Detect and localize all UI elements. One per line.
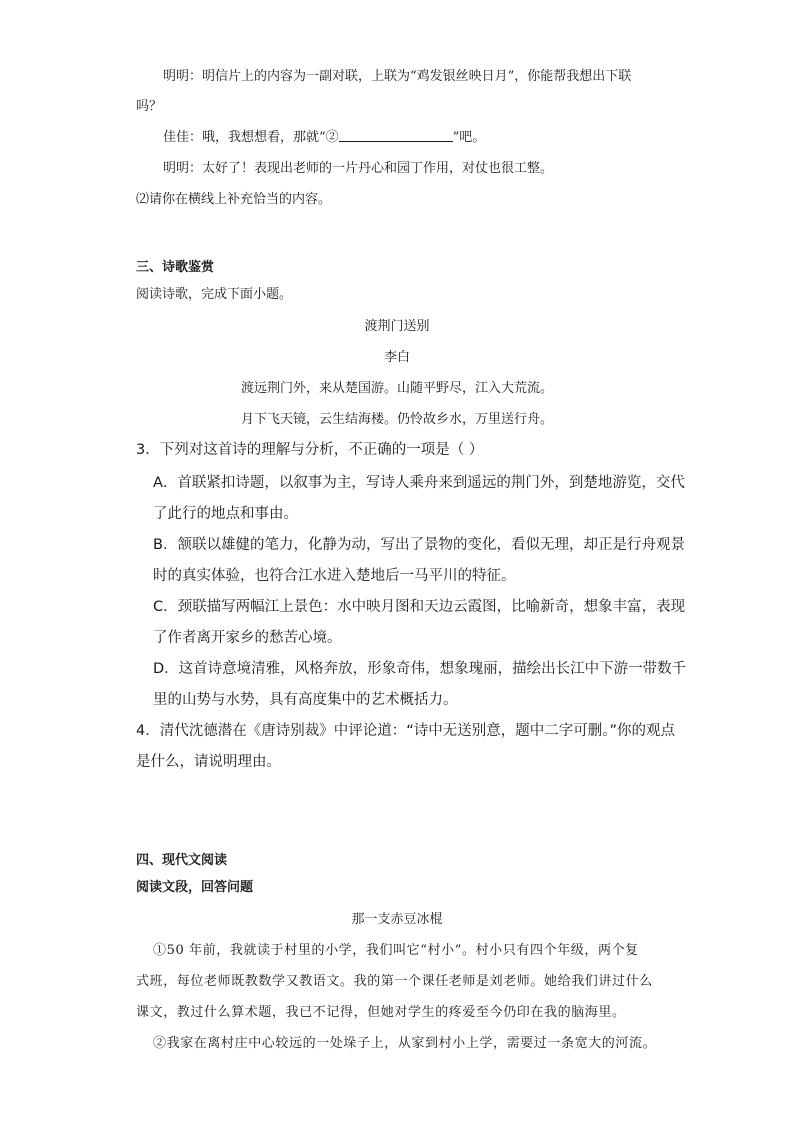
answer-blank[interactable]	[339, 129, 453, 142]
option-a-line-1: A．首联紧扣诗题，以叙事为主，写诗人乘舟来到遥远的荆门外，到楚地游览，交代	[153, 475, 685, 491]
option-d-line-2: 里的山势与水势，具有高度集中的艺术概括力。	[153, 692, 458, 708]
question-3-stem: 3．下列对这首诗的理解与分析，不正确的一项是（ ）	[136, 442, 484, 458]
article-title: 那一支赤豆冰棍	[351, 912, 443, 927]
dialogue-jiajia-prefix: 佳佳：哦，我想想看，那就“②	[163, 130, 339, 145]
section-4-heading: 四、现代文阅读	[136, 853, 228, 868]
section-3-heading: 三、诗歌鉴赏	[136, 260, 215, 275]
option-c-line-2: 了作者离开家乡的愁苦心境。	[153, 630, 342, 646]
paragraph-2-line-1: ②我家在离村庄中心较远的一处垛子上，从家到村小上学，需要过一条宽大的河流。	[153, 1036, 657, 1051]
paragraph-1-line-3: 课文，教过什么算术题，我已不记得，但她对学生的疼爱至今仍印在我的脑海里。	[136, 1005, 626, 1020]
poem-title: 渡荆门送别	[364, 319, 430, 334]
option-b-line-1: B．颔联以雄健的笔力，化静为动，写出了景物的变化，看似无理，却正是行舟观景	[153, 537, 685, 553]
paragraph-1-line-2: 式班，每位老师既教数学又教语文。我的第一个课任老师是刘老师。她给我们讲过什么	[136, 974, 653, 989]
dialogue-jiajia-suffix: ”吧。	[452, 130, 486, 145]
poem-author: 李白	[383, 350, 410, 365]
option-c-line-1: C．颈联描写两幅江上景色：水中映月图和天边云霞图，比喻新奇，想象丰富，表现	[153, 599, 686, 615]
dialogue-line-mingming-1-cont: 吗？	[136, 99, 163, 114]
question-4-line-2: 是什么，请说明理由。	[136, 754, 281, 770]
dialogue-line-mingming-1: 明明：明信片上的内容为一副对联，上联为“鸡发银丝映日月”，你能帮我想出下联	[163, 69, 632, 84]
poem-line-2: 月下飞天镜，云生结海楼。仍怜故乡水，万里送行舟。	[240, 412, 553, 427]
option-a-line-2: 了此行的地点和事由。	[153, 506, 298, 522]
dialogue-line-jiajia	[163, 129, 485, 147]
question-4-line-1: 4．清代沈德潜在《唐诗别裁》中评论道：“诗中无送别意，题中二字可删。”你的观点	[136, 723, 675, 739]
section-4-instruction: 阅读文段，回答问题	[136, 880, 254, 895]
poem-line-1: 渡远荆门外，来从楚国游。山随平野尽，江入大荒流。	[240, 381, 553, 396]
option-b-line-2: 时的真实体验，也符合江水进入楚地后一马平川的特征。	[153, 568, 516, 584]
task-2-prompt: ⑵请你在横线上补充恰当的内容。	[136, 192, 332, 207]
paragraph-1-line-1: ①50 年前，我就读于村里的小学，我们叫它“村小”。村小只有四个年级，两个复	[153, 943, 639, 958]
section-3-instruction: 阅读诗歌，完成下面小题。	[136, 287, 293, 302]
dialogue-line-mingming-2: 明明：太好了！表现出老师的一片丹心和园丁作用，对仗也很工整。	[163, 161, 554, 176]
option-d-line-1: D．这首诗意境清雅，风格奔放，形象奇伟，想象瑰丽，描绘出长江中下游一带数千	[153, 661, 687, 677]
